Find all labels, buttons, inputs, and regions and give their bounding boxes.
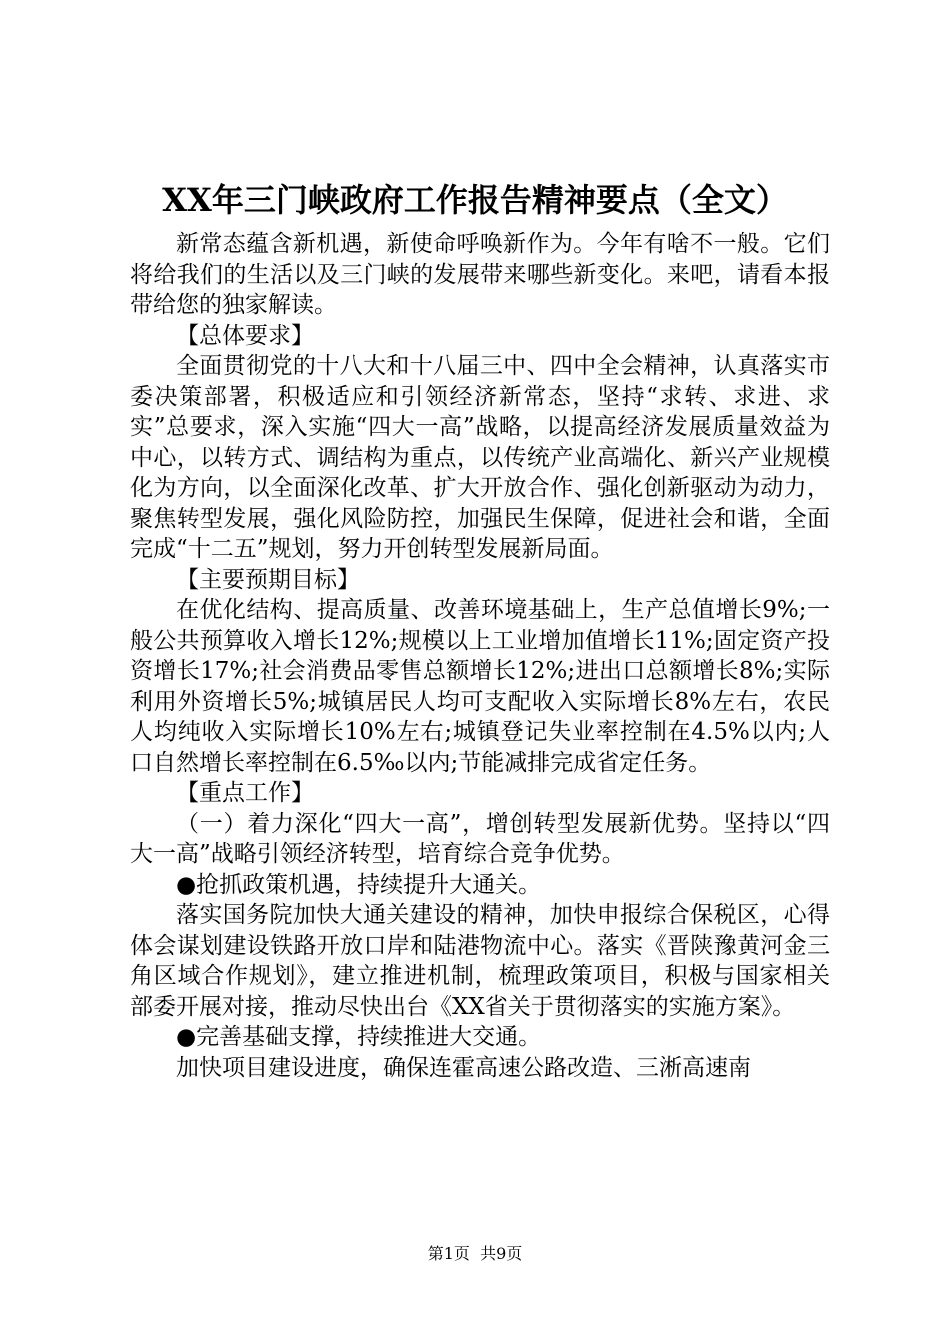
page-number: 第1页: [427, 1244, 470, 1263]
paragraph-overall-requirements: 全面贯彻党的十八大和十八届三中、四中全会精神，认真落实市委决策部署，积极适应和引领经济新常态，坚持“求转、求进、求实”总要求，深入实施“四大一高”战略，以提高经济发展质量效益为中心，以转方式、调结构为重点，以传统产业高端化、新兴产业规模化为方向，以全面深化改革、扩大开放合作、强化创新驱动为动力，聚焦转型发展，强化风险防控，加强民生保障，促进社会和谐，全面完成“十二五”规划，努力开创转型发展新局面。: [130, 353, 830, 562]
bullet-heading-transport: ●完善基础支撑，持续推进大交通。: [176, 1024, 542, 1050]
paragraph-expected-targets: 在优化结构、提高质量、改善环境基础上，生产总值增长9%;一般公共预算收入增长12%;规模以上工业增加值增长11%;固定资产投资增长17%;社会消费品零售总额增长12%;进出口总额增长8%;实际利用外资增长5%;城镇居民人均可支配收入实际增长8%左右，农民人均纯收入实际增长10%左右;城镇登记失业率控制在4.5%以内;人口自然增长率控制在6.5‰以内;节能减排完成省定任务。: [130, 597, 830, 776]
page-footer: [0, 1244, 950, 1264]
paragraph-transport: 加快项目建设进度，确保连霍高速公路改造、三淅高速南: [176, 1054, 751, 1081]
section-heading-expected-targets: 【主要预期目标】: [176, 566, 360, 593]
page-total: 共9页: [480, 1244, 523, 1263]
section-heading-key-work: 【重点工作】: [176, 780, 314, 806]
document-title: XX年三门峡政府工作报告精神要点（全文）: [162, 181, 788, 219]
bullet-heading-customs: ●抢抓政策机遇，持续提升大通关。: [176, 871, 542, 898]
section-heading-overall-requirements: 【总体要求】: [176, 322, 314, 349]
paragraph-intro: 新常态蕴含新机遇，新使命呼唤新作为。今年有啥不一般。它们将给我们的生活以及三门峡的发展带来哪些新变化。来吧，请看本报带给您的独家解读。: [130, 231, 830, 318]
paragraph-customs: 落实国务院加快大通关建设的精神，加快申报综合保税区，心得体会谋划建设铁路开放口岸和陆港物流中心。落实《晋陕豫黄河金三角区域合作规划》，建立推进机制，梳理政策项目，积极与国家相关部委开展对接，推动尽快出台《XX省关于贯彻落实的实施方案》。: [130, 902, 830, 1020]
document-body: [130, 229, 830, 1083]
paragraph-key-work-1: （一）着力深化“四大一高”，增创转型发展新优势。坚持以“四大一高”战略引领经济转型，培育综合竞争优势。: [130, 810, 830, 867]
